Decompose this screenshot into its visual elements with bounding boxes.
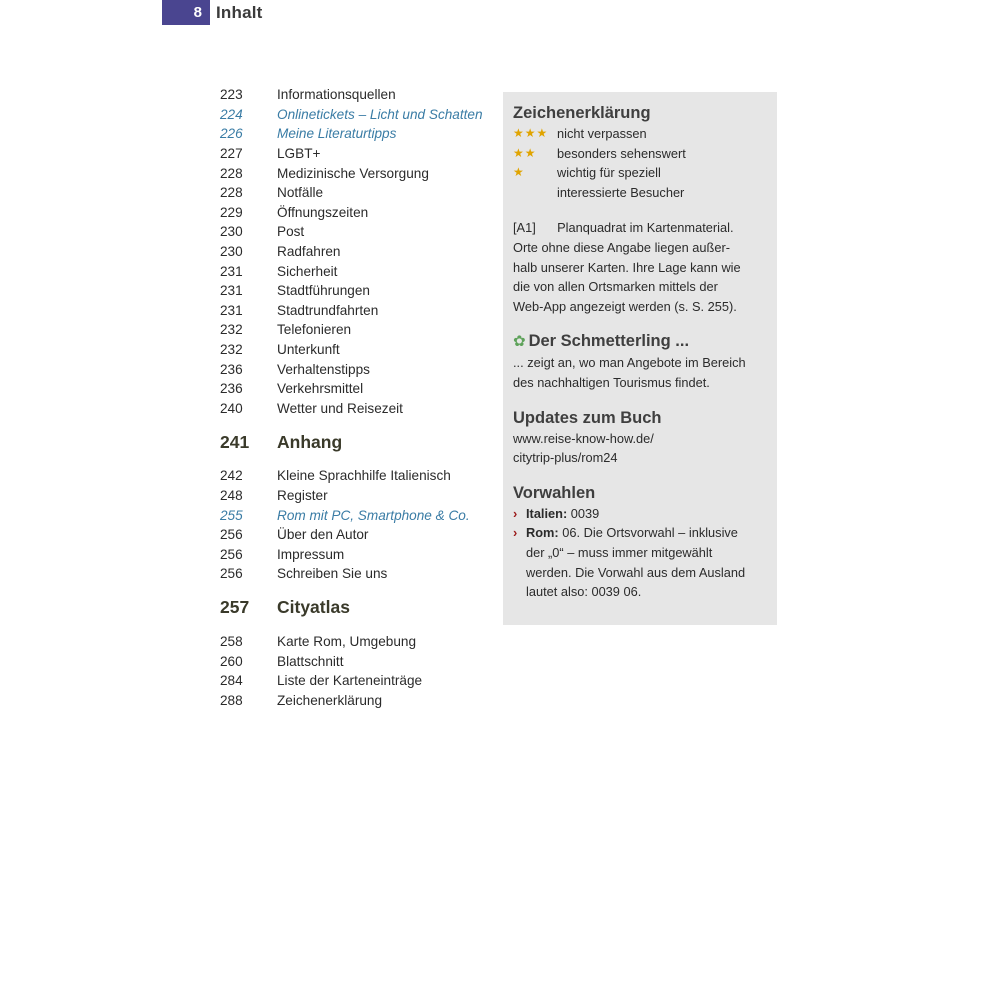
toc-entry[interactable] [220,525,490,545]
updates-title: Updates zum Buch [513,408,662,427]
toc-entry[interactable] [220,261,490,281]
vorwahl-italien-label: Italien: [526,505,568,521]
toc-page-number: 231 [220,283,243,299]
toc-entry-title: Blattschnitt [277,653,344,669]
legend-item [513,163,768,202]
toc-entry[interactable] [220,651,490,671]
toc-page-number: 256 [220,566,243,582]
star-rating-icon: ★★★ [513,126,549,140]
section-title: Cityatlas [277,597,350,618]
toc-page-number: 256 [220,527,243,543]
section-title: Anhang [277,431,343,452]
vorwahlen-title: Vorwahlen [513,483,596,502]
legend-item [513,124,768,144]
toc-entry[interactable] [220,379,490,399]
map-note-line: Orte ohne diese Angabe liegen außer- [513,239,730,255]
toc-entry[interactable] [220,144,490,164]
map-note-line: [A1] Planquadrat im Kartenmaterial. [513,220,734,236]
toc-entry-title: Informationsquellen [277,87,396,103]
vorwahl-rom-text: der „0“ – muss immer mitgewählt [526,544,713,560]
vorwahl-rom-label: Rom: [526,525,559,541]
toc-entry-title: Kleine Sprachhilfe Italienisch [277,468,451,484]
vorwahl-italien [513,504,768,524]
butterfly-heading [513,330,768,353]
toc-entry[interactable] [220,281,490,301]
chevron-right-icon: › [513,525,518,541]
toc-page-number: 229 [220,204,243,220]
legend-label: interessierte Besucher [557,184,685,200]
toc-entry-title: Unterkunft [277,342,340,358]
toc-entry-title: LGBT+ [277,146,321,162]
toc-page-number: 236 [220,381,243,397]
page-header [162,0,263,25]
toc-entry-title: Schreiben Sie uns [277,566,388,582]
toc-page-number: 226 [220,126,243,142]
toc-entry[interactable] [220,222,490,242]
toc-entry[interactable] [220,320,490,340]
map-note-line: die von allen Ortsmarken mittels der [513,279,718,295]
toc-entry[interactable] [220,466,490,486]
toc-entry-title: Stadtführungen [277,283,370,299]
legend-label: wichtig für speziell [557,165,661,181]
toc-page-number: 288 [220,692,243,708]
toc-entry[interactable] [220,544,490,564]
section-heading-cityatlas [220,596,490,620]
toc-page-number: 255 [220,507,243,523]
toc-entry-title: Stadtrundfahrten [277,302,379,318]
toc-entry[interactable] [220,340,490,360]
toc-page-number: 258 [220,633,243,649]
updates-url-line: www.reise-know-how.de/ [513,430,654,446]
toc-entry-title: Register [277,487,328,503]
toc-page-number: 231 [220,263,243,279]
toc-entry[interactable] [220,399,490,419]
toc-page-number: 232 [220,342,243,358]
toc-entry-title: Liste der Karteneinträge [277,673,423,689]
toc-entry-title: Öffnungszeiten [277,204,369,220]
toc-entry-title: Verkehrsmittel [277,381,364,397]
updates-url-line: citytrip-plus/rom24 [513,450,618,466]
toc-entry[interactable] [220,203,490,223]
toc-entry-title: Sicherheit [277,263,338,279]
toc-page-number: 228 [220,185,243,201]
table-of-contents [220,85,490,710]
toc-entry[interactable] [220,105,490,125]
toc-entry[interactable] [220,671,490,691]
vorwahl-rom-text: werden. Die Vorwahl aus dem Ausland [526,564,746,580]
toc-entry-title: Verhaltenstipps [277,361,370,377]
toc-page-number: 231 [220,302,243,318]
toc-page-number: 256 [220,546,243,562]
toc-entry[interactable] [220,486,490,506]
star-rating-icon: ★★ [513,145,537,160]
toc-entry-title: Wetter und Reisezeit [277,400,403,416]
toc-entry[interactable] [220,359,490,379]
toc-entry-title: Zeichenerklärung [277,692,383,708]
toc-entry[interactable] [220,163,490,183]
legend-title: Zeichenerklärung [513,104,651,122]
toc-entry[interactable] [220,690,490,710]
section-page: 241 [220,431,250,452]
toc-entry-title: Über den Autor [277,527,369,543]
legend-item [513,144,768,164]
toc-entry[interactable] [220,564,490,584]
toc-entry-title: Radfahren [277,244,341,260]
butterfly-text [513,353,768,392]
toc-page-number: 230 [220,224,243,240]
legend-label: besonders sehenswert [557,145,686,161]
toc-group-service [220,85,490,418]
toc-entry[interactable] [220,505,490,525]
toc-page-number: 232 [220,322,243,338]
toc-page-number: 236 [220,361,243,377]
toc-entry-title: Impressum [277,546,345,562]
toc-entry[interactable] [220,124,490,144]
vorwahl-rom-text: lautet also: 0039 06. [526,584,642,600]
toc-entry-title: Medizinische Versorgung [277,165,429,181]
toc-entry-title: Onlinetickets – Licht und Schatten [277,106,483,122]
legend-sidebar [503,92,777,625]
section-heading-anhang [220,430,490,454]
toc-entry-title: Notfälle [277,185,324,201]
vorwahl-rom-text: 06. Die Ortsvorwahl – inklusive [558,525,738,541]
legend-label: nicht verpassen [557,126,647,141]
toc-page-number: 228 [220,165,243,181]
toc-page-number: 248 [220,487,243,503]
toc-entry[interactable] [220,183,490,203]
toc-page-number: 230 [220,244,243,260]
toc-entry-title: Meine Literaturtipps [277,126,397,142]
butterfly-title: Der Schmetterling ... [528,332,690,351]
butterfly-icon: ✿ [513,333,526,351]
toc-entry-title: Rom mit PC, Smartphone & Co. [277,507,470,523]
section-page: 257 [220,597,250,618]
map-note-line: halb unserer Karten. Ihre Lage kann wie [513,259,741,275]
toc-page-number: 284 [220,673,243,689]
toc-entry-title: Karte Rom, Umgebung [277,633,417,649]
map-note-line: Web-App angezeigt werden (s. S. 255). [513,298,737,314]
map-note [513,218,768,316]
toc-entry[interactable] [220,301,490,321]
page-title: Inhalt [216,2,263,22]
vorwahl-rom [513,523,768,601]
toc-entry-title: Telefonieren [277,322,352,338]
toc-group-anhang [220,466,490,584]
toc-page-number: 240 [220,400,243,416]
butterfly-line: des nachhaltigen Tourismus findet. [513,374,710,390]
toc-page-number: 224 [220,106,243,122]
toc-page-number: 223 [220,87,243,103]
toc-entry[interactable] [220,85,490,105]
butterfly-line: ... zeigt an, wo man Angebote im Bereich [513,355,746,371]
toc-entry[interactable] [220,242,490,262]
toc-entry[interactable] [220,632,490,652]
toc-page-number: 227 [220,146,243,162]
legend-list [513,124,768,202]
page-number: 8 [162,0,210,25]
toc-entry-title: Post [277,224,305,240]
star-rating-icon: ★ [513,165,525,180]
toc-page-number: 242 [220,468,243,484]
toc-group-cityatlas [220,632,490,710]
updates-link[interactable] [513,429,768,468]
toc-page-number: 260 [220,653,243,669]
chevron-right-icon: › [513,505,518,521]
vorwahl-italien-value: 0039 [567,505,600,521]
